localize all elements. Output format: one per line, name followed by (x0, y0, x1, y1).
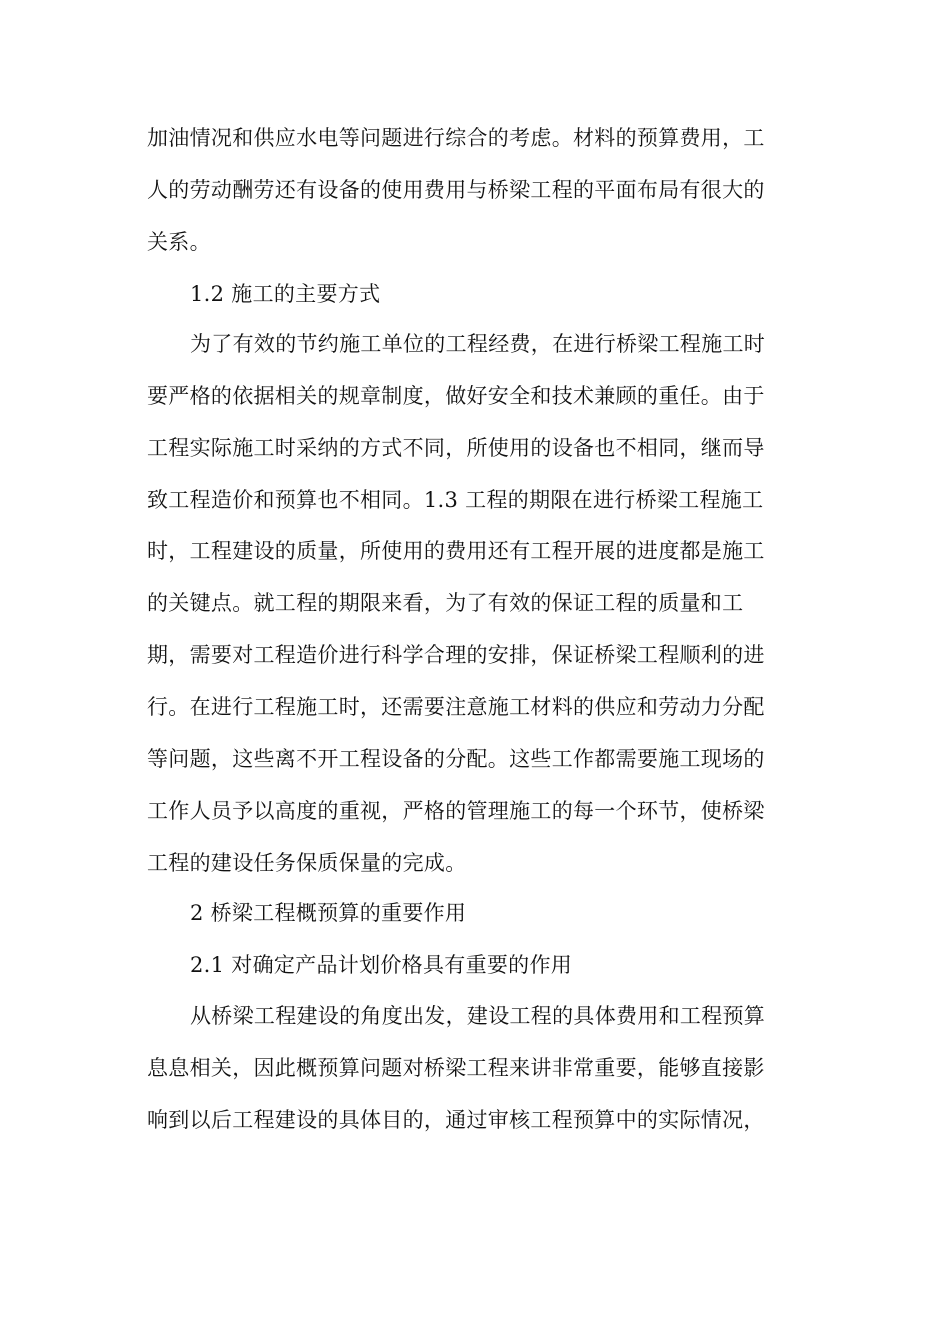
subsection-heading: 2.1 对确定产品计划价格具有重要的作用 (190, 953, 573, 977)
paragraph-line: 期，需要对工程造价进行科学合理的安排，保证桥梁工程顺利的进 (147, 643, 765, 667)
paragraph-line: 时，工程建设的质量，所使用的费用还有工程开展的进度都是施工 (147, 539, 765, 563)
paragraph-line: 人的劳动酬劳还有设备的使用费用与桥梁工程的平面布局有很大的 (147, 178, 765, 202)
paragraph-line: 为了有效的节约施工单位的工程经费，在进行桥梁工程施工时 (190, 332, 766, 356)
paragraph-line: 工程实际施工时采纳的方式不同，所使用的设备也不相同，继而导 (147, 436, 765, 460)
paragraph-line: 工作人员予以高度的重视，严格的管理施工的每一个环节，使桥梁 (147, 799, 765, 823)
paragraph-line: 关系。 (147, 230, 211, 254)
section-heading: 2 桥梁工程概预算的重要作用 (190, 901, 467, 925)
paragraph-line: 等问题，这些离不开工程设备的分配。这些工作都需要施工现场的 (147, 747, 765, 771)
section-heading: 1.2 施工的主要方式 (190, 282, 381, 306)
paragraph-line: 从桥梁工程建设的角度出发，建设工程的具体费用和工程预算 (190, 1004, 766, 1028)
paragraph-line: 响到以后工程建设的具体目的，通过审核工程预算中的实际情况， (147, 1108, 765, 1132)
paragraph-line: 息息相关，因此概预算问题对桥梁工程来讲非常重要，能够直接影 (147, 1056, 765, 1080)
paragraph-line: 行。在进行工程施工时，还需要注意施工材料的供应和劳动力分配 (147, 695, 765, 719)
paragraph-line: 致工程造价和预算也不相同。1.3 工程的期限在进行桥梁工程施工 (147, 488, 764, 512)
paragraph-line: 工程的建设任务保质保量的完成。 (147, 851, 467, 875)
paragraph-line: 的关键点。就工程的期限来看，为了有效的保证工程的质量和工 (147, 591, 744, 615)
paragraph-line: 要严格的依据相关的规章制度，做好安全和技术兼顾的重任。由于 (147, 384, 765, 408)
paragraph-line: 加油情况和供应水电等问题进行综合的考虑。材料的预算费用，工 (147, 126, 765, 150)
